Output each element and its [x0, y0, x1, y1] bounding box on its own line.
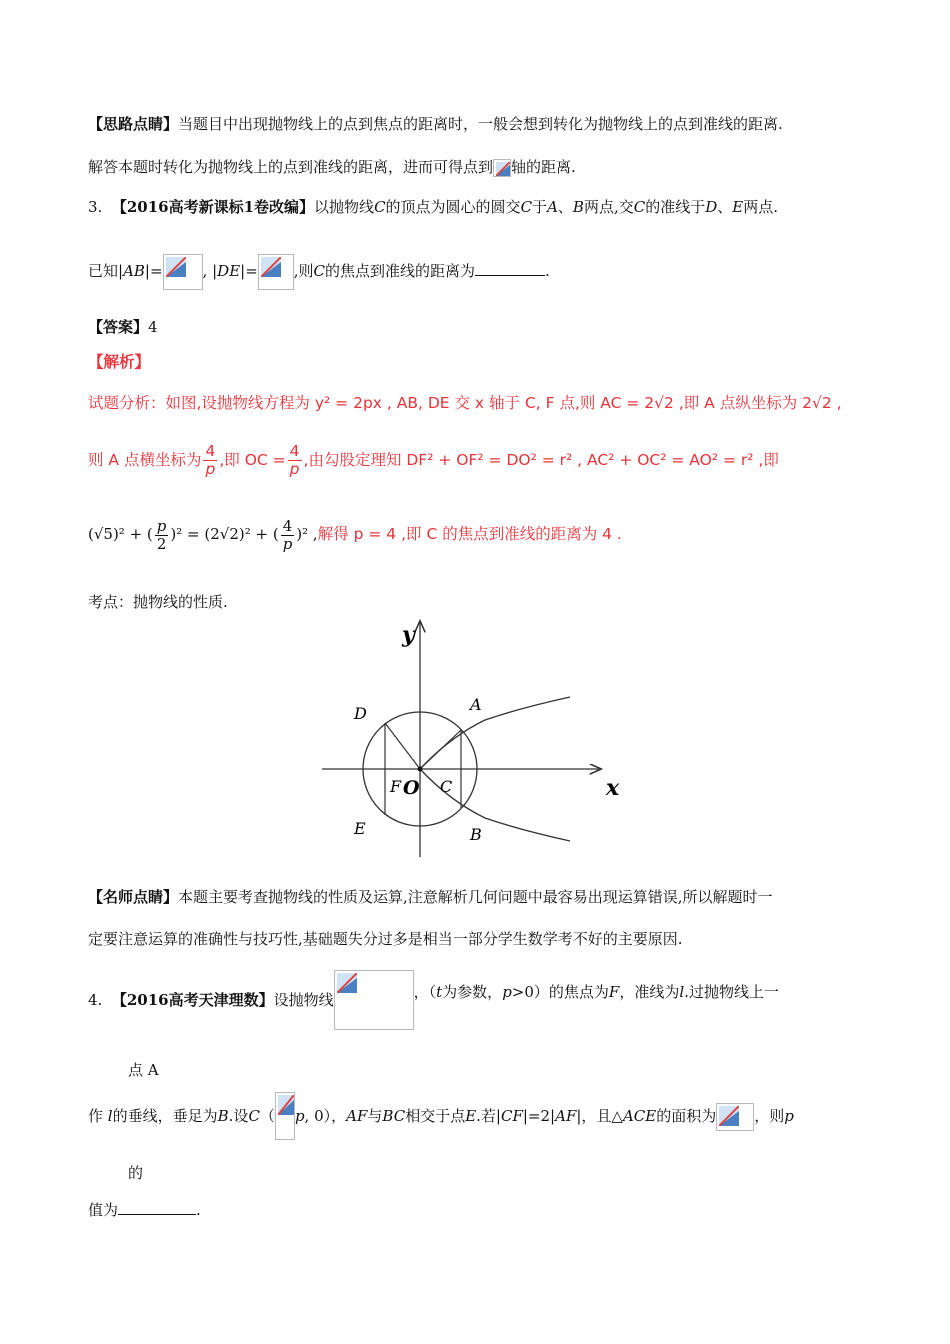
q4-var-f: F: [608, 983, 620, 1001]
q4-var-p: p: [294, 1107, 305, 1125]
answer-blank[interactable]: [118, 1200, 196, 1215]
q4-text: .若|: [476, 1107, 501, 1125]
q3-source: 【2016高考新课标1卷改编】: [111, 198, 315, 216]
broken-image-icon: [493, 159, 511, 177]
answer-label: 【答案】: [88, 318, 149, 336]
fraction-numerator: 4: [289, 442, 300, 460]
q4-text: ，（: [413, 983, 437, 1001]
q4-text: 与: [367, 1107, 383, 1125]
teacher-label: 【名师点睛】: [88, 888, 179, 906]
q4-var-l: l: [679, 983, 685, 1001]
line-oa: [420, 730, 461, 769]
line-do: [385, 723, 420, 769]
q4-text: ，则: [754, 1107, 785, 1125]
q4-number: 4.: [88, 991, 103, 1009]
q3-var-c: C: [633, 198, 646, 216]
label-d: D: [354, 704, 367, 723]
broken-image-icon: [163, 254, 203, 290]
q3-text: 两点.: [743, 198, 779, 216]
q4-text: 的面积为: [656, 1107, 717, 1125]
hint-text-b1: 解答本题时转化为抛物线上的点到准线的距离，进而可得点到: [88, 158, 494, 176]
fraction-numerator: 4: [281, 518, 295, 536]
teacher-line-2: 定要注意运算的准确性与技巧性,基础题失分过多是相当一部分学生数学考不好的主要原因.: [88, 930, 683, 948]
analysis-text: ,由勾股定理知 DF² + OF² = DO² = r² , AC² + OC² = AO² = r² ,即: [303, 451, 779, 469]
q3-var-c: C: [374, 198, 386, 216]
fraction-denominator: 2: [156, 534, 167, 553]
q4-text: 的垂线，垂足为: [112, 1107, 218, 1125]
q3-text: 两点,交: [583, 198, 634, 216]
q4-text: 设抛物线: [273, 991, 334, 1009]
q3-sep: 、: [557, 198, 573, 216]
q4-line-3: [88, 1092, 794, 1140]
q4-text: |，且△: [576, 1107, 623, 1125]
analysis-line-3: [88, 512, 622, 556]
q4-var-e: E: [465, 1107, 477, 1125]
q4-text: |=2|: [522, 1107, 556, 1125]
q3-sep: 、: [717, 198, 733, 216]
hint-label: 【思路点睛】: [88, 115, 179, 133]
kaodian: 考点：抛物线的性质.: [88, 593, 228, 611]
q4-var-l: l: [107, 1107, 113, 1125]
analysis-text: 则 A 点横坐标为: [88, 451, 202, 469]
analysis-text: ,即 OC =: [219, 451, 286, 469]
analysis-conclusion: 解得 p = 4 ,即 C 的焦点到准线的距离为 4 .: [317, 525, 622, 543]
q4-var-p: p: [502, 983, 512, 1001]
answer-blank[interactable]: [475, 261, 545, 276]
q4-var-c: C: [248, 1107, 260, 1125]
q3-line-1: [88, 196, 778, 218]
hint-text-b2: 轴的距离.: [511, 158, 576, 176]
q4-text: 为参数，: [442, 983, 503, 1001]
broken-image-icon: [275, 1092, 295, 1140]
q3-text: 的焦点到准线的距离为: [325, 262, 476, 280]
analysis-line-2: [88, 438, 779, 482]
q4-text: （: [259, 1107, 275, 1125]
q4-var-bc: BC: [382, 1107, 406, 1125]
q4-text: 值为: [88, 1201, 119, 1219]
broken-image-icon: [258, 254, 294, 290]
q4-text: >0）的焦点为: [511, 983, 609, 1001]
equation-part: )² ,: [296, 525, 318, 543]
fraction: [281, 518, 295, 553]
fraction-numerator: p: [156, 516, 167, 535]
equation-part: (√5)² + (: [88, 525, 153, 543]
q4-line-5: [88, 1199, 201, 1221]
q3-var-e: E: [732, 198, 744, 216]
label-f: F: [390, 777, 402, 796]
q3-text: 以抛物线: [314, 198, 375, 216]
q4-var-af: AF: [346, 1107, 368, 1125]
q4-text: ，准线为: [619, 983, 680, 1001]
hint-line-2: [88, 156, 576, 178]
q3-text: 的顶点为圆心的圆交: [385, 198, 521, 216]
q3-var-c: C: [313, 262, 326, 280]
q3-period: .: [545, 262, 550, 280]
q4-text: .设: [228, 1107, 249, 1125]
answer-value: 4: [148, 318, 158, 336]
label-a: A: [470, 695, 482, 714]
q3-de: |DE|=: [212, 262, 258, 280]
q4-period: .: [196, 1201, 201, 1219]
q4-var-cf: CF: [500, 1107, 523, 1125]
q4-line-2: 点 A: [128, 1061, 159, 1079]
q4-var-t: t: [436, 983, 443, 1001]
q4-var-af: AF: [555, 1107, 577, 1125]
parabola-figure: [310, 612, 630, 862]
fraction-numerator: 4: [205, 442, 216, 460]
hint-text-a: 当题目中出现抛物线上的点到焦点的距离时，一般会想到转化为抛物线上的点到准线的距离.: [178, 115, 783, 133]
label-c: C: [440, 777, 453, 796]
q4-text: 相交于点: [405, 1107, 466, 1125]
q3-ab: |AB|=: [118, 262, 163, 280]
q4-text: 作: [88, 1107, 104, 1125]
x-axis-label: x: [606, 775, 620, 801]
q4-var-b: B: [217, 1107, 229, 1125]
fraction: [203, 443, 217, 478]
label-e: E: [354, 819, 366, 838]
q3-known: 已知: [88, 262, 119, 280]
label-o: O: [403, 777, 420, 799]
teacher-text: 本题主要考查抛物线的性质及运算,注意解析几何问题中最容易出现运算错误,所以解题时一: [178, 888, 773, 906]
q4-line-1: [88, 970, 779, 1030]
q3-var-b: B: [572, 198, 584, 216]
q4-line-4: 的: [128, 1164, 144, 1182]
q4-source: 【2016高考天津理数】: [111, 991, 274, 1009]
q3-line-2: [88, 252, 550, 290]
q3-text: 的准线于: [645, 198, 706, 216]
broken-image-icon: [334, 970, 414, 1030]
label-b: B: [470, 825, 482, 844]
fraction-denominator: p: [205, 460, 216, 478]
q3-var-c: C: [520, 198, 533, 216]
q4-text: , 0），: [304, 1107, 347, 1125]
y-axis-label: y: [402, 622, 415, 648]
q3-comma: ,: [202, 262, 208, 280]
q3-var-d: D: [705, 198, 718, 216]
q3-var-a: A: [547, 198, 558, 216]
fraction-denominator: p: [282, 534, 293, 553]
q4-var-p: p: [784, 1107, 794, 1125]
q3-text: ,则: [293, 262, 314, 280]
q3-text: 于: [532, 198, 548, 216]
analysis-label: 【解析】: [88, 353, 151, 371]
teacher-line-1: [88, 886, 773, 908]
origin-point: [418, 767, 423, 772]
broken-image-icon: [716, 1103, 754, 1131]
hint-line-1: [88, 113, 783, 135]
q4-var-ace: ACE: [622, 1107, 657, 1125]
q4-text: .过抛物线上一: [684, 983, 779, 1001]
analysis-line-1: 试题分析：如图,设抛物线方程为 y² = 2px , AB, DE 交 x 轴于 C, F 点,则 AC = 2√2 ,即 A 点纵坐标为 2√2 ,: [88, 394, 842, 412]
answer-line: [88, 316, 158, 338]
fraction: [288, 443, 302, 478]
equation-part: )² = (2√2)² + (: [170, 525, 279, 543]
fraction-denominator: p: [289, 460, 300, 478]
fraction: [155, 518, 169, 553]
q3-number: 3.: [88, 198, 103, 216]
